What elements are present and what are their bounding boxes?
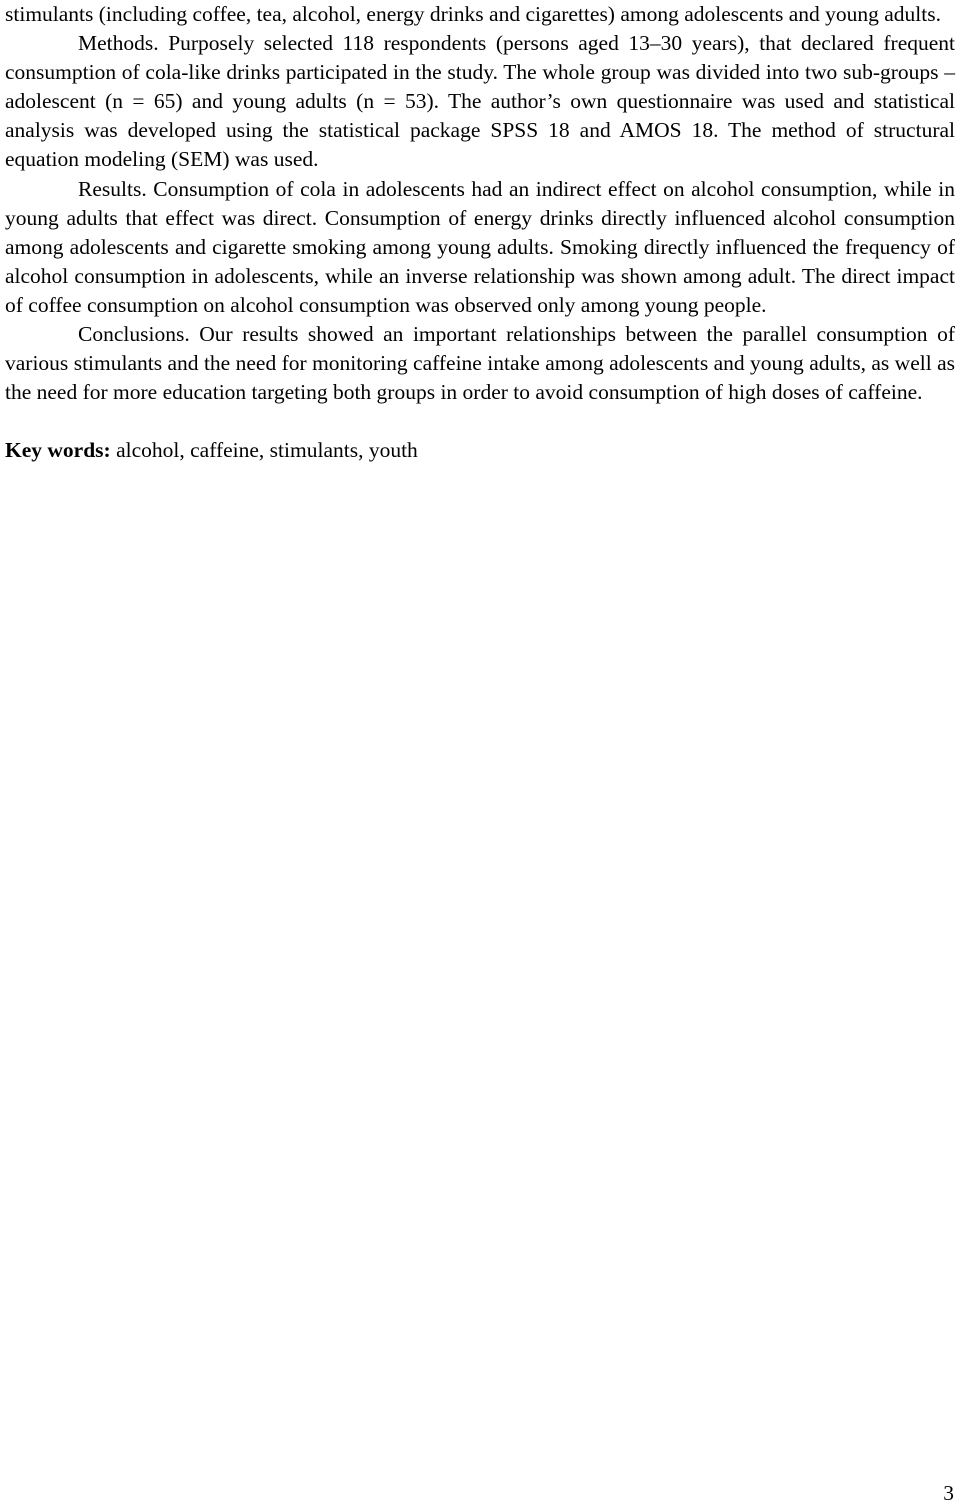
keywords-label: Key words: [5,438,111,463]
results-label: Results. [78,176,147,201]
conclusions-paragraph [5,320,955,407]
keywords-text: alcohol, caffeine, stimulants, youth [110,438,418,463]
results-paragraph [5,175,955,320]
methods-text: Purposely selected 118 respondents (persons aged 13–30 years), that declared frequent consumption of cola-like drinks participated in the study. The whole group was divided into two sub-groups – adolescent (n = 65) and young adults (n = 53). The author’s own questionnaire was used and statistical analysis was developed using the statistical package SPSS 18 and AMOS 18. The method of structural equation modeling (SEM) was used. [5,31,955,172]
conclusions-text: Our results showed an important relationships between the parallel consumption of various stimulants and the need for monitoring caffeine intake among adolescents and young adults, as well as the need for more education targeting both groups in order to avoid consumption of high doses of caffeine. [5,322,955,405]
abstract-lead-paragraph: stimulants (including coffee, tea, alcohol, energy drinks and cigarettes) among adolescents and young adults. [5,2,941,26]
methods-label: Methods. [78,31,159,56]
conclusions-label: Conclusions. [78,322,190,347]
page-number: 3 [943,1481,954,1505]
methods-paragraph [5,29,955,174]
abstract-page [5,0,955,465]
keywords-line [5,436,955,465]
results-text: Consumption of cola in adolescents had an indirect effect on alcohol consumption, while in young adults that effect was direct. Consumption of energy drinks directly influenced alcohol consumption among adolescents and cigarette smoking among young adults. Smoking directly influenced the frequency of alcohol consumption in adolescents, while an inverse relationship was shown among adult. The direct impact of coffee consumption on alcohol consumption was observed only among young people. [5,176,955,317]
